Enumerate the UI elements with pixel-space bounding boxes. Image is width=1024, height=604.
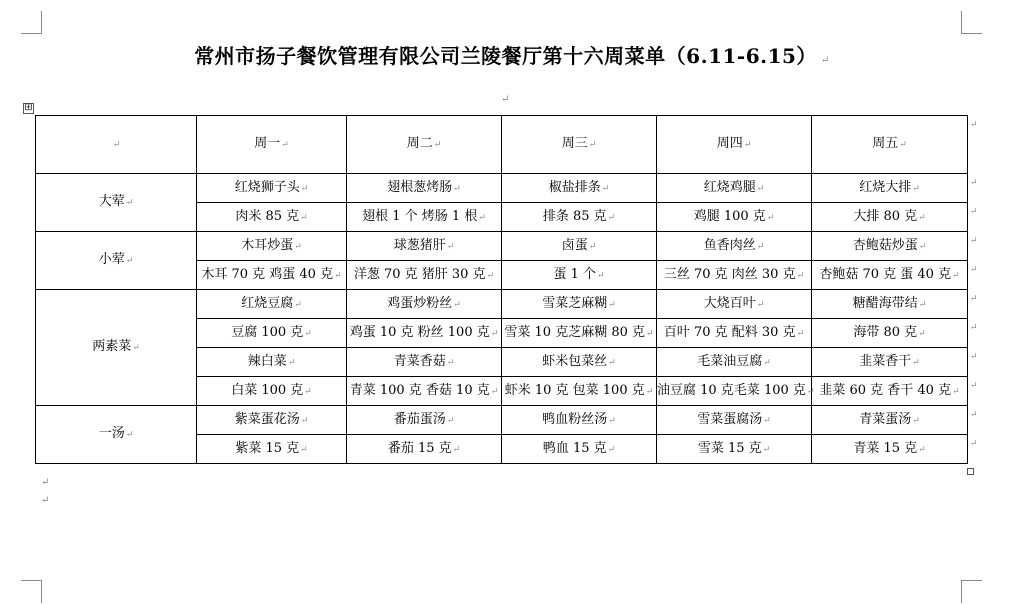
dish-name: 雪菜蛋腐汤 <box>697 411 763 427</box>
dish-portion-cell[interactable] <box>347 435 502 464</box>
cell-mark-icon: ↵ <box>796 270 805 281</box>
paragraph-mark-icon: ↵ <box>41 495 50 506</box>
dish-portion-cell[interactable] <box>502 203 657 232</box>
dish-name: 青菜香菇 <box>393 353 446 369</box>
cell-mark-icon: ↵ <box>645 386 654 397</box>
dish-portion: 鸭血 15 克 <box>542 440 607 456</box>
cell-mark-icon: ↵ <box>918 212 926 223</box>
dish-name: 鱼香肉丝 <box>703 237 756 253</box>
dish-name: 椒盐排条 <box>548 179 601 195</box>
dish-portion-cell[interactable] <box>657 319 812 348</box>
cell-mark-icon: ↵ <box>588 140 597 150</box>
table-move-handle-icon[interactable]: ⊞ <box>24 102 33 113</box>
paragraph-mark-icon: ↵ <box>820 55 830 66</box>
dish-portion: 紫菜 15 克 <box>235 440 300 456</box>
dish-name: 翅根葱烤肠 <box>387 179 453 195</box>
cell-mark-icon: ↵ <box>608 299 616 310</box>
dish-portion-cell[interactable] <box>812 203 968 232</box>
menu-row <box>36 290 968 319</box>
dish-name: 红烧大排 <box>859 179 912 195</box>
dish-name-cell[interactable] <box>812 232 968 261</box>
row-end-mark-icon: ↵ <box>970 206 978 217</box>
cell-mark-icon: ↵ <box>125 256 134 266</box>
category-label: 小荤 <box>98 252 125 267</box>
dish-portion: 蛋 1 个 <box>553 266 596 282</box>
cell-mark-icon: ↵ <box>646 328 654 339</box>
document-title-text: 常州市扬子餐饮管理有限公司兰陵餐厅第十六周菜单（6.11-6.15） <box>194 44 817 68</box>
dish-name: 鸭血粉丝汤 <box>542 411 608 427</box>
dish-portion: 大排 80 克 <box>853 208 918 224</box>
row-end-mark-icon: ↵ <box>970 264 978 275</box>
cell-mark-icon: ↵ <box>918 328 926 339</box>
menu-table-body <box>36 116 968 464</box>
header-day-label: 周二 <box>406 136 433 151</box>
row-end-mark-icon: ↵ <box>970 438 978 449</box>
dish-portion: 雪菜 10 克芝麻糊 80 克 <box>504 324 646 340</box>
cell-mark-icon: ↵ <box>756 241 765 252</box>
cell-mark-icon: ↵ <box>588 241 597 252</box>
dish-portion-cell[interactable] <box>197 435 347 464</box>
cell-mark-icon: ↵ <box>763 415 771 426</box>
row-end-mark-icon: ↵ <box>970 351 978 362</box>
row-end-mark-icon: ↵ <box>970 322 978 333</box>
cell-mark-icon: ↵ <box>756 183 765 194</box>
dish-name-cell[interactable] <box>502 232 657 261</box>
category-cell[interactable] <box>36 174 197 232</box>
menu-row <box>36 232 968 261</box>
dish-name: 红烧鸡腿 <box>703 179 756 195</box>
dish-portion-cell[interactable] <box>657 377 815 406</box>
header-day-label: 周四 <box>716 136 743 151</box>
dish-portion-cell[interactable] <box>502 435 657 464</box>
dish-portion: 洋葱 70 克 猪肝 30 克 <box>353 266 486 282</box>
crop-mark-top-left <box>21 11 42 34</box>
dish-name-cell[interactable] <box>347 232 502 261</box>
dish-name-cell[interactable] <box>657 406 812 435</box>
dish-portion: 油豆腐 10 克毛菜 100 克 <box>657 382 806 398</box>
dish-portion-cell[interactable] <box>657 203 812 232</box>
cell-mark-icon: ↵ <box>294 241 302 252</box>
dish-name-cell[interactable] <box>502 290 657 319</box>
category-cell[interactable] <box>36 406 197 464</box>
dish-name: 毛菜油豆腐 <box>697 353 763 369</box>
cell-mark-icon: ↵ <box>601 183 610 194</box>
document-title[interactable] <box>0 40 1024 69</box>
dish-name-cell[interactable] <box>502 174 657 203</box>
dish-name-cell[interactable] <box>812 290 968 319</box>
dish-portion: 番茄 15 克 <box>387 440 452 456</box>
dish-portion: 排条 85 克 <box>542 208 607 224</box>
dish-name-cell[interactable] <box>812 174 968 203</box>
dish-name: 辣白菜 <box>247 353 287 369</box>
header-day-label: 周一 <box>254 136 281 151</box>
menu-row <box>36 174 968 203</box>
cell-mark-icon: ↵ <box>446 357 455 368</box>
cell-mark-icon: ↵ <box>453 183 461 194</box>
dish-portion: 木耳 70 克 鸡蛋 40 克 <box>201 266 334 282</box>
dish-portion-cell[interactable] <box>502 261 657 290</box>
dish-portion: 百叶 70 克 配料 30 克 <box>663 324 796 340</box>
cell-mark-icon: ↵ <box>452 444 461 455</box>
dish-name: 番茄蛋汤 <box>393 411 446 427</box>
dish-portion: 豆腐 100 克 <box>231 324 304 340</box>
cell-mark-icon: ↵ <box>300 183 309 194</box>
dish-name: 紫菜蛋花汤 <box>234 411 300 427</box>
category-label: 大荤 <box>98 194 125 209</box>
dish-name-cell[interactable] <box>347 290 502 319</box>
cell-mark-icon: ↵ <box>762 444 771 455</box>
cell-mark-icon: ↵ <box>125 430 134 440</box>
cell-mark-icon: ↵ <box>490 328 499 339</box>
cell-mark-icon: ↵ <box>125 198 134 208</box>
dish-portion-cell[interactable] <box>347 261 502 290</box>
cell-mark-icon: ↵ <box>112 140 121 150</box>
header-day-cell[interactable] <box>347 116 502 174</box>
cell-mark-icon: ↵ <box>597 270 605 281</box>
dish-name-cell[interactable] <box>197 406 347 435</box>
header-corner-cell[interactable] <box>36 116 197 174</box>
cell-mark-icon: ↵ <box>446 415 455 426</box>
weekly-menu-table <box>35 115 968 464</box>
cell-mark-icon: ↵ <box>607 444 616 455</box>
row-end-mark-icon: ↵ <box>970 177 978 188</box>
cell-mark-icon: ↵ <box>918 241 927 252</box>
cell-mark-icon: ↵ <box>912 183 920 194</box>
dish-name: 球葱猪肝 <box>393 237 446 253</box>
header-day-label: 周三 <box>561 136 588 151</box>
cell-mark-icon: ↵ <box>446 241 455 252</box>
dish-portion: 韭菜 60 克 香干 40 克 <box>819 382 952 398</box>
cell-mark-icon: ↵ <box>608 357 616 368</box>
cell-mark-icon: ↵ <box>300 212 308 223</box>
dish-name-cell[interactable] <box>657 174 812 203</box>
dish-name-cell[interactable] <box>657 290 812 319</box>
dish-name-cell[interactable] <box>197 232 347 261</box>
dish-name: 虾米包菜丝 <box>542 353 608 369</box>
dish-portion-cell[interactable] <box>502 319 657 348</box>
dish-portion: 杏鲍菇 70 克 蛋 40 克 <box>819 266 952 282</box>
category-cell[interactable] <box>36 290 197 406</box>
table-resize-handle[interactable] <box>967 468 974 475</box>
dish-portion-cell[interactable] <box>812 377 968 406</box>
cell-mark-icon: ↵ <box>478 212 486 223</box>
dish-portion: 鸡蛋 10 克 粉丝 100 克 <box>349 324 490 340</box>
dish-portion: 海带 80 克 <box>853 324 918 340</box>
category-cell[interactable] <box>36 232 197 290</box>
dish-portion: 三丝 70 克 肉丝 30 克 <box>663 266 796 282</box>
dish-name-cell[interactable] <box>657 232 812 261</box>
dish-portion: 雪菜 15 克 <box>697 440 762 456</box>
cell-mark-icon: ↵ <box>608 415 616 426</box>
cell-mark-icon: ↵ <box>607 212 616 223</box>
dish-name: 大烧百叶 <box>703 295 756 311</box>
dish-name: 雪菜芝麻糊 <box>542 295 608 311</box>
dish-name: 杏鲍菇炒蛋 <box>852 237 918 253</box>
dish-name: 青菜蛋汤 <box>859 411 912 427</box>
dish-name: 鸡蛋炒粉丝 <box>387 295 453 311</box>
header-day-label: 周五 <box>872 136 899 151</box>
cell-mark-icon: ↵ <box>294 299 302 310</box>
cell-mark-icon: ↵ <box>952 270 960 281</box>
dish-portion: 白菜 100 克 <box>231 382 304 398</box>
row-end-mark-icon: ↵ <box>970 235 978 246</box>
cell-mark-icon: ↵ <box>806 386 815 397</box>
dish-portion-cell[interactable] <box>347 319 502 348</box>
cell-mark-icon: ↵ <box>132 343 140 353</box>
dish-name-cell[interactable] <box>812 348 968 377</box>
dish-portion: 肉米 85 克 <box>235 208 300 224</box>
dish-portion-cell[interactable] <box>657 435 812 464</box>
row-end-mark-icon: ↵ <box>970 293 978 304</box>
cell-mark-icon: ↵ <box>796 328 805 339</box>
cell-mark-icon: ↵ <box>912 415 920 426</box>
dish-portion-cell[interactable] <box>812 319 968 348</box>
dish-name-cell[interactable] <box>197 348 347 377</box>
dish-portion-cell[interactable] <box>812 261 968 290</box>
cell-mark-icon: ↵ <box>433 140 442 150</box>
cell-mark-icon: ↵ <box>300 415 309 426</box>
dish-portion: 翅根 1 个 烤肠 1 根 <box>362 208 478 224</box>
cell-mark-icon: ↵ <box>490 386 499 397</box>
dish-name: 红烧豆腐 <box>241 295 294 311</box>
dish-portion-cell[interactable] <box>197 203 347 232</box>
dish-portion: 虾米 10 克 包菜 100 克 <box>504 382 645 398</box>
header-day-cell[interactable] <box>657 116 812 174</box>
dish-portion-cell[interactable] <box>197 377 347 406</box>
dish-name-cell[interactable] <box>812 406 968 435</box>
crop-mark-top-right <box>961 11 982 34</box>
dish-portion: 鸡腿 100 克 <box>693 208 766 224</box>
cell-mark-icon: ↵ <box>918 444 926 455</box>
row-end-mark-icon: ↵ <box>970 380 978 391</box>
cell-mark-icon: ↵ <box>918 299 927 310</box>
dish-name-cell[interactable] <box>657 348 812 377</box>
cell-mark-icon: ↵ <box>304 386 312 397</box>
table-header-row <box>36 116 968 174</box>
header-day-cell[interactable] <box>502 116 657 174</box>
dish-name-cell[interactable] <box>197 290 347 319</box>
category-label: 两素菜 <box>92 339 132 354</box>
cell-mark-icon: ↵ <box>763 357 771 368</box>
dish-portion-cell[interactable] <box>812 435 968 464</box>
cell-mark-icon: ↵ <box>453 299 461 310</box>
cell-mark-icon: ↵ <box>300 444 308 455</box>
dish-name: 韭菜香干 <box>859 353 912 369</box>
dish-name-cell[interactable] <box>502 406 657 435</box>
paragraph-mark-icon: ↵ <box>41 477 50 488</box>
crop-mark-bottom-left <box>21 580 42 603</box>
dish-portion: 青菜 100 克 香菇 10 克 <box>349 382 490 398</box>
cell-mark-icon: ↵ <box>912 357 920 368</box>
dish-portion-cell[interactable] <box>347 203 502 232</box>
cell-mark-icon: ↵ <box>899 140 907 150</box>
row-end-mark-icon: ↵ <box>970 119 978 130</box>
cell-mark-icon: ↵ <box>743 140 752 150</box>
cell-mark-icon: ↵ <box>304 328 312 339</box>
header-day-cell[interactable] <box>812 116 968 174</box>
dish-name-cell[interactable] <box>347 174 502 203</box>
paragraph-mark-icon: ↵ <box>501 94 510 105</box>
row-end-mark-icon: ↵ <box>970 409 978 420</box>
cell-mark-icon: ↵ <box>766 212 775 223</box>
dish-name: 木耳炒蛋 <box>241 237 294 253</box>
cell-mark-icon: ↵ <box>486 270 495 281</box>
dish-name-cell[interactable] <box>502 348 657 377</box>
cell-mark-icon: ↵ <box>334 270 342 281</box>
dish-portion: 青菜 15 克 <box>853 440 918 456</box>
cell-mark-icon: ↵ <box>281 140 289 150</box>
dish-portion-cell[interactable] <box>347 377 502 406</box>
dish-portion-cell[interactable] <box>657 261 812 290</box>
cell-mark-icon: ↵ <box>756 299 765 310</box>
cell-mark-icon: ↵ <box>952 386 960 397</box>
dish-name-cell[interactable] <box>347 406 502 435</box>
cell-mark-icon: ↵ <box>287 357 296 368</box>
crop-mark-bottom-right <box>961 580 982 603</box>
dish-name-cell[interactable] <box>197 174 347 203</box>
dish-portion-cell[interactable] <box>197 261 347 290</box>
dish-name: 红烧狮子头 <box>234 179 300 195</box>
menu-row <box>36 406 968 435</box>
dish-portion-cell[interactable] <box>502 377 657 406</box>
dish-portion-cell[interactable] <box>197 319 347 348</box>
category-label: 一汤 <box>98 426 125 441</box>
dish-name: 糖醋海带结 <box>852 295 918 311</box>
dish-name: 卤蛋 <box>561 237 588 253</box>
header-day-cell[interactable] <box>197 116 347 174</box>
dish-name-cell[interactable] <box>347 348 502 377</box>
